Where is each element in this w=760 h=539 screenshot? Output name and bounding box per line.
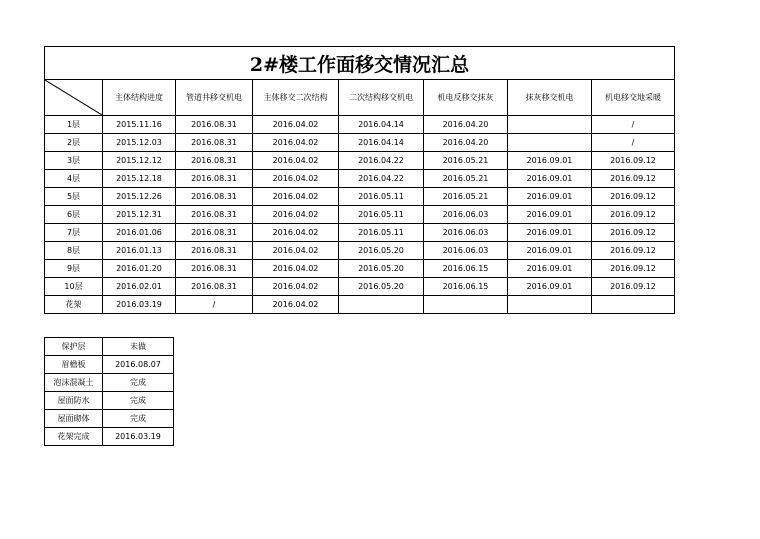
date-cell: 2016.05.11 [339, 206, 424, 224]
summary-table [44, 46, 675, 314]
date-cell: 2016.02.01 [103, 278, 176, 296]
date-cell: 2016.09.12 [592, 170, 675, 188]
column-header: 管道井移交机电 [176, 80, 253, 116]
date-cell: 2016.01.06 [103, 224, 176, 242]
date-cell: 2016.04.14 [339, 116, 424, 134]
date-cell: 2016.05.20 [339, 242, 424, 260]
floor-label: 8层 [45, 242, 103, 260]
roof-status-table [44, 337, 174, 446]
date-cell: 2016.09.12 [592, 278, 675, 296]
diagonal-header-cell [45, 80, 103, 116]
item-status: 2016.08.07 [103, 356, 174, 374]
table-row [45, 410, 174, 428]
table-row [45, 224, 675, 242]
date-cell: 2015.11.16 [103, 116, 176, 134]
date-cell: 2016.06.03 [424, 242, 508, 260]
date-cell: 2016.09.12 [592, 206, 675, 224]
table-row [45, 260, 675, 278]
date-cell: 2016.08.31 [176, 134, 253, 152]
item-label: 屋面砌体 [45, 410, 103, 428]
date-cell: 2016.01.20 [103, 260, 176, 278]
date-cell: 2016.09.01 [508, 152, 592, 170]
date-cell: 2016.08.31 [176, 224, 253, 242]
date-cell: 2016.04.22 [339, 152, 424, 170]
date-cell: 2016.06.15 [424, 278, 508, 296]
item-label: 保护层 [45, 338, 103, 356]
date-cell: 2016.08.31 [176, 170, 253, 188]
floor-label: 7层 [45, 224, 103, 242]
date-cell: 2016.09.01 [508, 278, 592, 296]
date-cell: 2016.04.22 [339, 170, 424, 188]
date-cell: 2016.09.01 [508, 260, 592, 278]
date-cell [508, 134, 592, 152]
date-cell [592, 296, 675, 314]
table-row [45, 338, 174, 356]
table-row [45, 188, 675, 206]
date-cell: 2016.05.20 [339, 260, 424, 278]
column-header: 抹灰移交机电 [508, 80, 592, 116]
date-cell: 2016.09.01 [508, 242, 592, 260]
date-cell: / [592, 134, 675, 152]
date-cell: 2016.04.02 [253, 278, 339, 296]
diagonal-line-icon [45, 80, 102, 115]
table-row [45, 392, 174, 410]
date-cell: 2016.09.12 [592, 188, 675, 206]
floor-label: 6层 [45, 206, 103, 224]
table-row [45, 428, 174, 446]
date-cell: 2016.06.03 [424, 206, 508, 224]
date-cell: 2016.04.20 [424, 116, 508, 134]
date-cell: 2016.04.02 [253, 116, 339, 134]
column-header: 主体移交二次结构 [253, 80, 339, 116]
date-cell: 2016.04.02 [253, 152, 339, 170]
date-cell: 2016.06.03 [424, 224, 508, 242]
column-header: 机电移交地采暖 [592, 80, 675, 116]
date-cell: 2016.09.01 [508, 224, 592, 242]
floor-label: 10层 [45, 278, 103, 296]
item-label: 泡沫混凝土 [45, 374, 103, 392]
item-status: 2016.03.19 [103, 428, 174, 446]
date-cell: 2016.05.11 [339, 224, 424, 242]
date-cell: 2016.04.20 [424, 134, 508, 152]
date-cell: 2016.08.31 [176, 188, 253, 206]
item-status: 完成 [103, 374, 174, 392]
date-cell: 2016.08.31 [176, 206, 253, 224]
item-label: 屋面防水 [45, 392, 103, 410]
date-cell: 2016.08.31 [176, 152, 253, 170]
date-cell: 2016.04.02 [253, 260, 339, 278]
date-cell: 2015.12.26 [103, 188, 176, 206]
item-label: 花架完成 [45, 428, 103, 446]
floor-label: 4层 [45, 170, 103, 188]
date-cell: 2016.05.21 [424, 188, 508, 206]
date-cell: 2015.12.12 [103, 152, 176, 170]
date-cell [508, 116, 592, 134]
date-cell: / [176, 296, 253, 314]
date-cell [339, 296, 424, 314]
item-status: 完成 [103, 392, 174, 410]
header-row [45, 80, 675, 116]
date-cell [508, 296, 592, 314]
floor-label: 3层 [45, 152, 103, 170]
date-cell: 2016.03.19 [103, 296, 176, 314]
table-row [45, 278, 675, 296]
table-row [45, 134, 675, 152]
date-cell: 2016.05.11 [339, 188, 424, 206]
table-row [45, 116, 675, 134]
column-header: 二次结构移交机电 [339, 80, 424, 116]
floor-label: 1层 [45, 116, 103, 134]
floor-label: 花架 [45, 296, 103, 314]
date-cell: 2015.12.31 [103, 206, 176, 224]
date-cell: 2016.09.01 [508, 188, 592, 206]
date-cell: 2016.08.31 [176, 260, 253, 278]
date-cell: 2016.04.02 [253, 224, 339, 242]
table-row [45, 206, 675, 224]
floor-label: 9层 [45, 260, 103, 278]
item-label: 眉檐板 [45, 356, 103, 374]
floor-label: 5层 [45, 188, 103, 206]
floor-label: 2层 [45, 134, 103, 152]
date-cell: 2016.09.01 [508, 206, 592, 224]
date-cell: 2016.05.21 [424, 152, 508, 170]
item-status: 完成 [103, 410, 174, 428]
date-cell: / [592, 116, 675, 134]
date-cell: 2016.09.12 [592, 224, 675, 242]
date-cell [424, 296, 508, 314]
table-row [45, 356, 174, 374]
title-row [45, 47, 675, 80]
date-cell: 2016.05.21 [424, 170, 508, 188]
table-row [45, 374, 174, 392]
date-cell: 2016.04.02 [253, 188, 339, 206]
date-cell: 2016.04.02 [253, 170, 339, 188]
date-cell: 2015.12.18 [103, 170, 176, 188]
item-status: 未做 [103, 338, 174, 356]
date-cell: 2016.04.02 [253, 134, 339, 152]
date-cell: 2016.06.15 [424, 260, 508, 278]
date-cell: 2016.09.12 [592, 260, 675, 278]
table-title: 2#楼工作面移交情况汇总 [45, 47, 675, 80]
date-cell: 2016.09.12 [592, 152, 675, 170]
column-header: 主体结构进度 [103, 80, 176, 116]
date-cell: 2016.01.13 [103, 242, 176, 260]
date-cell: 2016.04.02 [253, 296, 339, 314]
date-cell: 2016.05.20 [339, 278, 424, 296]
date-cell: 2015.12.03 [103, 134, 176, 152]
date-cell: 2016.09.12 [592, 242, 675, 260]
date-cell: 2016.04.02 [253, 206, 339, 224]
date-cell: 2016.08.31 [176, 278, 253, 296]
date-cell: 2016.09.01 [508, 170, 592, 188]
date-cell: 2016.04.14 [339, 134, 424, 152]
date-cell: 2016.04.02 [253, 242, 339, 260]
table-row [45, 296, 675, 314]
table-row [45, 152, 675, 170]
table-row [45, 170, 675, 188]
date-cell: 2016.08.31 [176, 116, 253, 134]
date-cell: 2016.08.31 [176, 242, 253, 260]
column-header: 机电反移交抹灰 [424, 80, 508, 116]
table-row [45, 242, 675, 260]
